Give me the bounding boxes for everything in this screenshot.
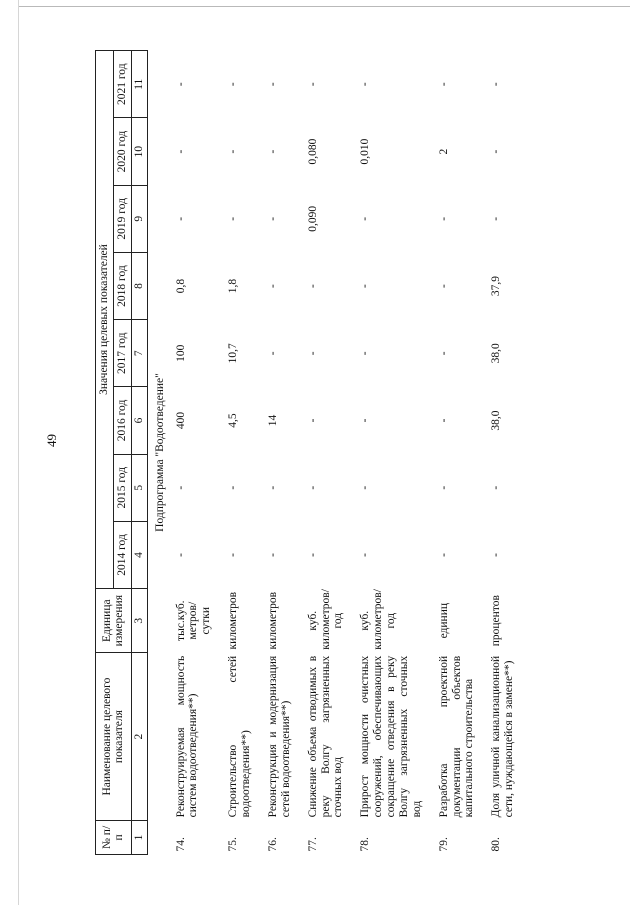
row-number: 79.: [437, 837, 450, 852]
value-cell: -: [359, 418, 372, 423]
column-index: 5: [131, 454, 147, 521]
value-cell: -: [174, 553, 187, 557]
value-cell: -: [306, 418, 319, 423]
column-index: 3: [131, 589, 147, 653]
value-cell: -: [306, 553, 319, 557]
table-row: [434, 51, 487, 855]
value-cell: 14: [266, 414, 279, 427]
value-cell: -: [266, 351, 279, 356]
table-row: [223, 51, 263, 855]
indicator-name: Строительство сетей водоотведения**): [227, 655, 252, 818]
value-cell: -: [306, 284, 319, 288]
value-cell: -: [437, 485, 450, 490]
value-cell: -: [306, 351, 319, 356]
indicator-unit: тыс.куб. метров/ сутки: [174, 600, 213, 641]
indicator-unit: куб. километров/год: [359, 589, 397, 650]
header-row-1: [96, 51, 114, 855]
column-index-row: [131, 51, 147, 855]
value-cell: 38,0: [490, 410, 503, 431]
header-unit: Единица измерения: [96, 589, 132, 653]
value-cell: 38,0: [490, 343, 503, 364]
value-cell: -: [359, 284, 372, 288]
header-year: 2014 год: [113, 521, 131, 588]
row-number: 75.: [227, 837, 240, 852]
value-cell: -: [227, 149, 240, 154]
value-cell: -: [227, 82, 240, 87]
indicator-name: Реконструкция и модернизация сетей водоотведения**): [266, 655, 292, 818]
value-cell: -: [437, 216, 450, 221]
row-number: 80.: [490, 837, 503, 852]
value-cell: -: [174, 149, 187, 154]
indicator-unit: километров: [227, 591, 240, 650]
header-year: 2016 год: [113, 387, 131, 454]
scan-border-top: [18, 0, 630, 7]
column-index: 2: [131, 653, 147, 821]
table-row: [171, 51, 224, 855]
value-cell: -: [227, 485, 240, 490]
header-year: 2015 год: [113, 454, 131, 521]
header-values-group: Значения целевых показателей: [96, 51, 114, 589]
value-cell: -: [437, 553, 450, 557]
value-cell: -: [174, 485, 187, 490]
value-cell: 100: [174, 344, 187, 362]
column-index: 7: [131, 320, 147, 387]
value-cell: -: [359, 485, 372, 490]
table-row: [355, 51, 433, 855]
value-cell: 1,8: [227, 278, 240, 294]
header-year: 2020 год: [113, 118, 131, 185]
value-cell: -: [266, 553, 279, 557]
table-row: [303, 51, 356, 855]
column-index: 11: [131, 51, 147, 118]
value-cell: -: [437, 351, 450, 356]
column-index: 10: [131, 118, 147, 185]
subprogram-row: [147, 51, 170, 855]
header-year: 2017 год: [113, 320, 131, 387]
value-cell: -: [490, 149, 503, 154]
value-cell: -: [359, 351, 372, 356]
indicator-unit: километров: [266, 591, 279, 650]
value-cell: 0,8: [174, 278, 187, 294]
value-cell: 2: [437, 148, 450, 155]
value-cell: 10,7: [227, 343, 240, 364]
scan-border-left: [18, 0, 19, 905]
value-cell: -: [266, 82, 279, 87]
value-cell: -: [490, 553, 503, 557]
indicator-name: Снижение объема отводимых в реку Волгу загрязненных сточных вод: [306, 655, 345, 818]
value-cell: -: [359, 216, 372, 221]
value-cell: 0,010: [359, 138, 372, 165]
indicator-name: Доля уличной канализационной сети, нуждающейся в замене**): [490, 655, 516, 818]
value-cell: 400: [174, 411, 187, 430]
subprogram-title: Подпрограмма "Водоотведение": [153, 373, 166, 532]
indicator-unit: куб. километров/год: [306, 589, 345, 650]
value-cell: -: [266, 149, 279, 154]
indicator-name: Разработка проектной документации объектов капитального строительства: [437, 655, 476, 818]
value-cell: -: [437, 418, 450, 423]
value-cell: -: [174, 216, 187, 221]
rotated-table-container: [95, 50, 605, 855]
value-cell: -: [490, 82, 503, 87]
value-cell: -: [227, 553, 240, 557]
row-number: 78.: [359, 837, 372, 852]
value-cell: -: [490, 216, 503, 221]
column-index: 1: [131, 820, 147, 854]
value-cell: -: [306, 82, 319, 87]
value-cell: -: [266, 216, 279, 221]
value-cell: 4,5: [227, 413, 240, 428]
indicator-name: Прирост мощности очистных сооружений, обеспечивающих сокращение отведения в реку Волгу загрязненных сточных вод: [359, 655, 423, 818]
value-cell: 37,9: [490, 275, 503, 297]
row-number: 76.: [266, 837, 279, 852]
column-index: 6: [131, 387, 147, 454]
page-number: 49: [44, 434, 59, 447]
value-cell: -: [266, 284, 279, 288]
header-year: 2021 год: [113, 51, 131, 118]
column-index: 9: [131, 185, 147, 252]
value-cell: -: [359, 553, 372, 557]
indicator-unit: процентов: [490, 595, 503, 647]
indicator-unit: единиц: [437, 602, 450, 639]
value-cell: -: [359, 82, 372, 87]
value-cell: -: [306, 485, 319, 490]
row-number: 74.: [174, 837, 187, 852]
value-cell: -: [266, 485, 279, 490]
indicator-name: Реконструируемая мощность систем водоотведения**): [174, 655, 200, 818]
value-cell: -: [490, 485, 503, 490]
header-name: Наименование целевого показателя: [96, 653, 132, 821]
value-cell: -: [174, 82, 187, 87]
row-number: 77.: [306, 837, 319, 852]
column-index: 4: [131, 521, 147, 588]
indicators-table: [95, 50, 526, 855]
table-row: [486, 51, 526, 855]
value-cell: 0,080: [306, 138, 319, 165]
value-cell: 0,090: [306, 205, 319, 232]
value-cell: -: [437, 284, 450, 288]
header-num: № п/п: [96, 820, 132, 854]
table-row: [263, 51, 303, 855]
header-year: 2019 год: [113, 185, 131, 252]
header-year: 2018 год: [113, 252, 131, 319]
column-index: 8: [131, 252, 147, 319]
value-cell: -: [437, 82, 450, 87]
value-cell: -: [227, 216, 240, 221]
